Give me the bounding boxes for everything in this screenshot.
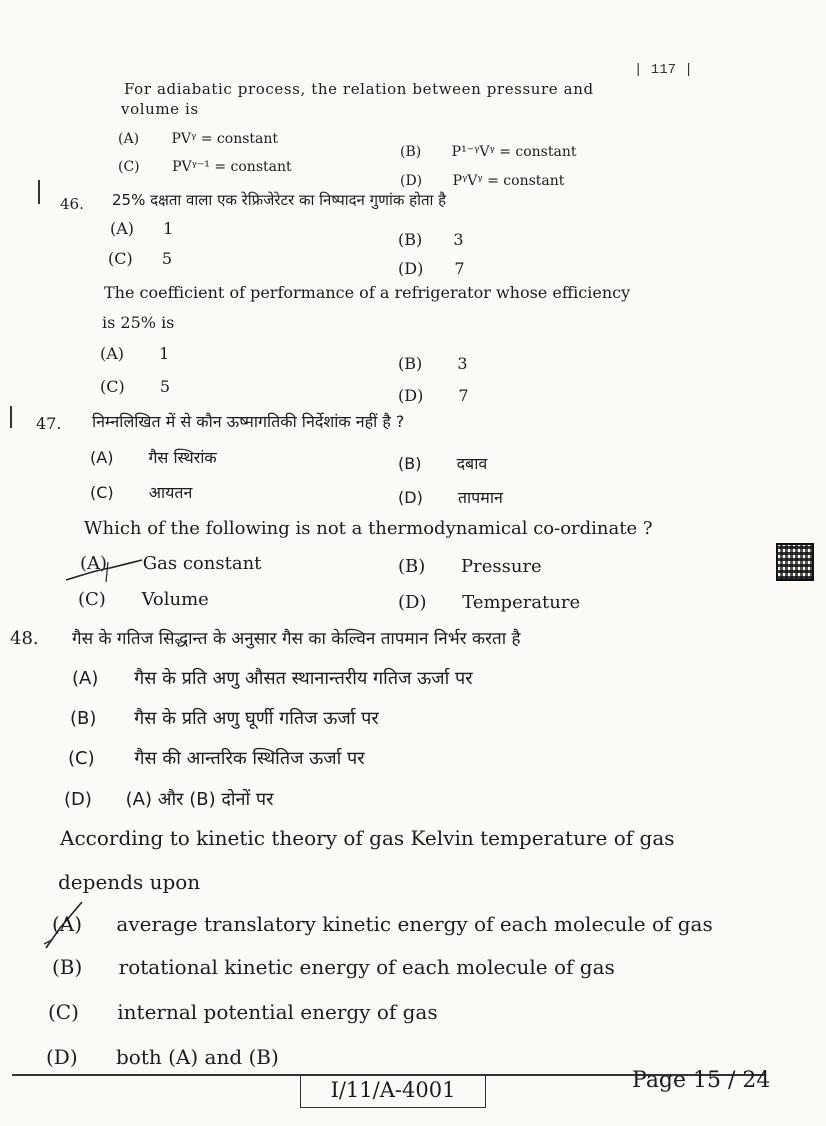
option-text: 3 (453, 230, 464, 249)
q45-option-b (400, 144, 576, 160)
q45-text-line1: For adiabatic process, the relation between pressure and (124, 80, 594, 98)
q48-hindi-option-d (64, 787, 274, 811)
option-text: 5 (159, 377, 171, 396)
option-text: 5 (161, 249, 173, 268)
q48-english-line1: According to kinetic theory of gas Kelvin temperature of gas (60, 826, 675, 850)
q47-hindi-option-b (398, 452, 487, 474)
option-label: (B) (52, 955, 83, 979)
option-label: (D) (46, 1045, 78, 1069)
option-label: (D) (398, 386, 424, 405)
option-text: internal potential energy of gas (117, 1000, 438, 1024)
option-text: गैस के प्रति अणु घूर्णी गतिज ऊर्जा पर (134, 708, 379, 729)
page-ref: | 117 | (634, 62, 693, 78)
option-text: rotational kinetic energy of each molecule of gas (118, 955, 615, 979)
option-text: (A) और (B) दोनों पर (125, 789, 274, 810)
option-label: (B) (398, 556, 426, 577)
q48-hindi-text: गैस के गतिज सिद्धान्त के अनुसार गैस का केल्विन तापमान निर्भर करता है (72, 629, 521, 649)
option-label: (C) (78, 589, 106, 610)
q46-english-option-b (398, 354, 468, 373)
option-text: आयतन (148, 483, 193, 502)
option-text: P¹⁻ᵞVᵞ = constant (451, 144, 577, 160)
q47-english-text: Which of the following is not a thermodynamical co-ordinate ? (84, 518, 653, 539)
option-label: (A) (118, 131, 140, 147)
page-number: Page 15 / 24 (632, 1068, 771, 1093)
q48-english-option-a (52, 912, 713, 936)
option-label: (B) (398, 354, 423, 373)
q46-hindi-option-c (108, 249, 172, 268)
q48-number: 48. (10, 628, 39, 649)
option-label: (D) (398, 488, 423, 507)
option-label: (B) (400, 144, 422, 160)
option-label: (A) (100, 344, 125, 363)
option-text: 1 (159, 344, 170, 363)
option-text: Gas constant (142, 553, 262, 574)
option-text: गैस स्थिरांक (148, 448, 217, 467)
q46-number: 46. (60, 195, 84, 213)
q46-hindi-option-b (398, 230, 464, 249)
q46-hindi-option-a (110, 219, 173, 238)
margin-tick-mark (38, 180, 40, 204)
q45-option-d (400, 173, 564, 189)
option-text: 3 (457, 354, 468, 373)
q47-english-option-d (398, 592, 580, 613)
option-label: (A) (90, 448, 114, 467)
option-text: Pressure (461, 556, 542, 577)
option-label: (C) (118, 159, 140, 175)
option-label: (C) (108, 249, 133, 268)
option-label: (D) (400, 173, 423, 189)
option-text: गैस की आन्तरिक स्थितिज ऊर्जा पर (134, 748, 365, 769)
option-label: (C) (68, 748, 95, 769)
option-text: 7 (458, 386, 469, 405)
q47-english-option-c (78, 589, 209, 610)
q47-english-option-b (398, 556, 542, 577)
q47-number: 47. (36, 414, 62, 433)
option-label: (B) (398, 230, 423, 249)
option-text: तापमान (457, 488, 503, 507)
q48-hindi-option-b (70, 706, 379, 730)
q47-hindi-option-d (398, 486, 503, 508)
qr-code-icon (776, 543, 814, 581)
option-text: गैस के प्रति अणु औसत स्थानान्तरीय गतिज ऊर्जा पर (134, 668, 473, 689)
option-label: (A) (110, 219, 135, 238)
option-label: (B) (398, 454, 422, 473)
q47-hindi-text: निम्नलिखित में से कौन ऊष्मागतिकी निर्देशांक नहीं है ? (92, 412, 405, 431)
q46-english-option-d (398, 386, 469, 405)
answer-tick-mark-icon (62, 556, 146, 584)
option-text: 7 (454, 259, 465, 278)
option-label: (D) (64, 789, 92, 810)
q46-english-option-c (100, 377, 170, 396)
option-text: Temperature (462, 592, 581, 613)
q46-english-option-a (100, 344, 169, 363)
option-label: (B) (70, 708, 97, 729)
option-text: PVᵞ = constant (171, 131, 279, 147)
option-label: (A) (72, 668, 99, 689)
option-label: (D) (398, 259, 424, 278)
margin-tick-mark (10, 406, 12, 428)
q47-hindi-option-a (90, 446, 217, 468)
option-label: (C) (90, 483, 114, 502)
option-label: (A) (52, 912, 83, 936)
q48-english-option-d (46, 1045, 279, 1069)
q46-english-line2: is 25% is (102, 313, 175, 332)
option-label: (C) (48, 1000, 79, 1024)
option-label: (A) (80, 553, 108, 574)
q48-english-line2: depends upon (58, 870, 201, 894)
q48-english-option-c (48, 1000, 438, 1024)
option-text: average translatory kinetic energy of each molecule of gas (116, 912, 713, 936)
option-label: (C) (100, 377, 125, 396)
q48-english-option-b (52, 955, 615, 979)
q48-hindi-option-c (68, 746, 365, 770)
q46-hindi-option-d (398, 259, 465, 278)
option-text: PᵞVᵞ = constant (452, 173, 565, 189)
option-text: 1 (163, 219, 174, 238)
option-text: both (A) and (B) (116, 1045, 279, 1069)
q45-option-c (118, 159, 292, 175)
answer-tick-mark-icon (40, 898, 86, 952)
option-text: दबाव (456, 454, 488, 473)
q46-english-line1: The coefficient of performance of a refrigerator whose efficiency (104, 283, 631, 302)
q48-hindi-option-a (72, 666, 473, 690)
option-text: PVᵞ⁻¹ = constant (172, 159, 292, 175)
q45-option-a (118, 131, 278, 147)
q45-text-line2: volume is (121, 100, 199, 118)
paper-code: I/11/A-4001 (300, 1074, 486, 1108)
q47-hindi-option-c (90, 481, 192, 503)
q46-hindi-text: 25% दक्षता वाला एक रेफ्रिजेरेटर का निष्पादन गुणांक होता है (112, 191, 447, 209)
option-text: Volume (141, 589, 209, 610)
option-label: (D) (398, 592, 427, 613)
